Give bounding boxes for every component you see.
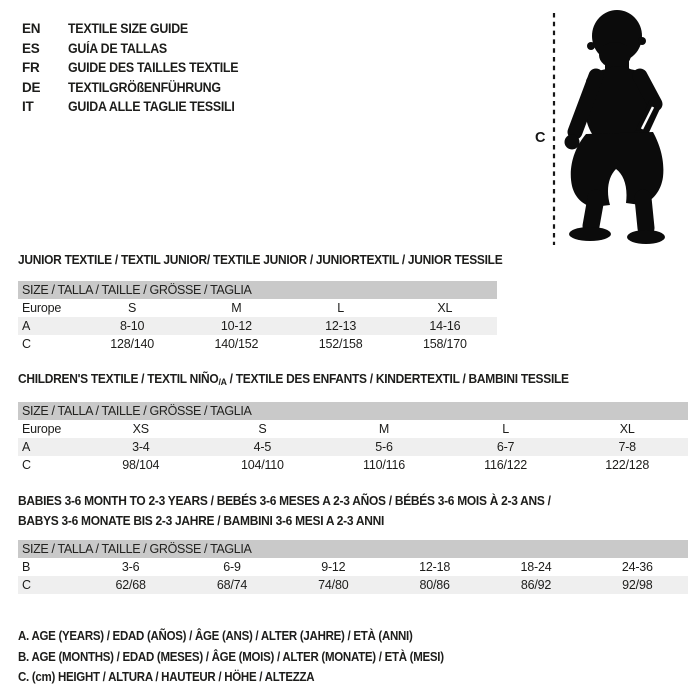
- baby-silhouette-figure: [520, 8, 680, 250]
- table-row: [18, 420, 688, 438]
- height-cell: 140/152: [214, 337, 259, 351]
- junior-size-table: [18, 281, 497, 353]
- row-label: A: [18, 438, 80, 456]
- height-cell: 62/68: [80, 576, 181, 594]
- legend-line-c: C. (cm) HEIGHT / ALTURA / HAUTEUR / HÖHE / ALTEZZA: [18, 670, 315, 684]
- size-cell: S: [258, 422, 267, 436]
- section-title-babies-line1: BABIES 3-6 MONTH TO 2-3 YEARS / BEBÉS 3-6 MESES A 2-3 AÑOS / BÉBÉS 3-6 MOIS À 2-3 ANS /: [18, 493, 551, 508]
- table-row: [18, 558, 688, 576]
- language-row-en: [22, 19, 253, 39]
- guide-title-de: TEXTILGRÖßENFÜHRUNG: [68, 79, 221, 95]
- language-row-es: [22, 39, 253, 59]
- measure-legend: [18, 629, 481, 691]
- height-cell: 116/122: [484, 458, 527, 472]
- language-row-it: [22, 97, 253, 117]
- language-code: ES: [22, 40, 40, 56]
- height-cell: 98/104: [122, 458, 160, 472]
- section-title-children-text: CHILDREN'S TEXTILE / TEXTIL $NIÑO_{/A}$ / TEXTILE DES ENFANTS / KINDERTEXTIL / BAMBINI TESSILE: [18, 371, 569, 388]
- height-cell: 80/86: [384, 576, 485, 594]
- language-code: EN: [22, 21, 41, 37]
- section-title-babies-line2: BABYS 3-6 MONATE BIS 2-3 JAHRE / BAMBINI 3-6 MESI A 2-3 ANNI: [18, 513, 385, 528]
- size-cell: M: [378, 422, 390, 436]
- legend-line-a: A. AGE (YEARS) / EDAD (AÑOS) / ÂGE (ANS) / ALTER (JAHRE) / ETÀ (ANNI): [18, 629, 413, 643]
- age-cell: 12-18: [419, 560, 451, 574]
- height-cell: 92/98: [587, 576, 688, 594]
- table-row: [18, 456, 688, 474]
- height-cell: 158/170: [422, 337, 467, 351]
- guide-title-en: TEXTILE SIZE GUIDE: [68, 21, 188, 37]
- height-measure-label: C: [535, 130, 546, 146]
- table-row: [18, 299, 497, 317]
- language-code: IT: [22, 99, 34, 115]
- guide-title-it: GUIDA ALLE TAGLIE TESSILI: [68, 99, 235, 115]
- row-label: Europe: [22, 422, 62, 436]
- section-title-children: [18, 371, 617, 388]
- size-header-label: SIZE / TALLA / TAILLE / GRÖSSE / TAGLIA: [18, 540, 688, 558]
- age-cell: 24-36: [621, 560, 653, 574]
- row-label: B: [22, 560, 31, 574]
- height-cell: 104/110: [240, 458, 284, 472]
- row-label: C: [22, 458, 31, 472]
- age-cell: 9-12: [321, 560, 346, 574]
- section-title-junior: [18, 252, 545, 267]
- legend-line-b: B. AGE (MONTHS) / EDAD (MESES) / ÂGE (MOIS) / ALTER (MONATE) / ETÀ (MESI): [18, 649, 444, 664]
- height-cell: 152/158: [318, 337, 363, 351]
- age-cell: 4-5: [202, 438, 324, 456]
- size-cell: S: [128, 301, 137, 315]
- table-row: [18, 576, 688, 594]
- age-cell: 14-16: [393, 317, 497, 335]
- table-row: [18, 335, 497, 353]
- height-cell: 122/128: [605, 458, 650, 472]
- size-header-row: [18, 402, 688, 420]
- age-cell: 8-10: [80, 317, 184, 335]
- age-cell: 6-9: [223, 560, 241, 574]
- language-title-list: [22, 19, 253, 117]
- row-label: C: [22, 337, 31, 351]
- height-cell: 128/140: [110, 337, 155, 351]
- section-title-junior-text: JUNIOR TEXTILE / TEXTIL JUNIOR/ TEXTILE JUNIOR / JUNIORTEXTIL / JUNIOR TESSILE: [18, 252, 503, 267]
- age-cell: 5-6: [323, 438, 445, 456]
- height-cell: 74/80: [283, 576, 384, 594]
- size-cell: L: [502, 422, 509, 436]
- language-row-de: [22, 78, 253, 98]
- size-cell: L: [337, 301, 344, 315]
- age-cell: 12-13: [289, 317, 393, 335]
- size-header-row: [18, 540, 688, 558]
- language-code: DE: [22, 79, 41, 95]
- section-title-babies: [18, 493, 597, 533]
- height-cell: 68/74: [181, 576, 282, 594]
- size-cell: XS: [132, 422, 149, 436]
- age-cell: 10-12: [184, 317, 288, 335]
- size-header-row: [18, 281, 497, 299]
- row-label: Europe: [22, 301, 62, 315]
- guide-title-es: GUÍA DE TALLAS: [68, 40, 167, 56]
- age-cell: 3-4: [80, 438, 202, 456]
- age-cell: 7-8: [566, 438, 688, 456]
- row-label: C: [18, 576, 80, 594]
- baby-silhouette: [565, 10, 666, 244]
- table-row: [18, 317, 497, 335]
- size-header-label: SIZE / TALLA / TAILLE / GRÖSSE / TAGLIA: [18, 281, 497, 299]
- table-row: [18, 438, 688, 456]
- guide-title-fr: GUIDE DES TAILLES TEXTILE: [68, 60, 239, 76]
- age-cell: 18-24: [520, 560, 552, 574]
- children-size-table: [18, 402, 688, 474]
- age-cell: 6-7: [445, 438, 567, 456]
- language-row-fr: [22, 58, 253, 78]
- row-label: A: [18, 317, 80, 335]
- babies-size-table: [18, 540, 688, 594]
- size-cell: M: [231, 301, 242, 315]
- height-cell: 110/116: [363, 458, 405, 472]
- size-cell: XL: [619, 422, 635, 436]
- height-cell: 86/92: [485, 576, 586, 594]
- language-code: FR: [22, 60, 40, 76]
- age-cell: 3-6: [121, 560, 140, 574]
- size-cell: XL: [437, 301, 453, 315]
- size-header-label: SIZE / TALLA / TAILLE / GRÖSSE / TAGLIA: [18, 402, 688, 420]
